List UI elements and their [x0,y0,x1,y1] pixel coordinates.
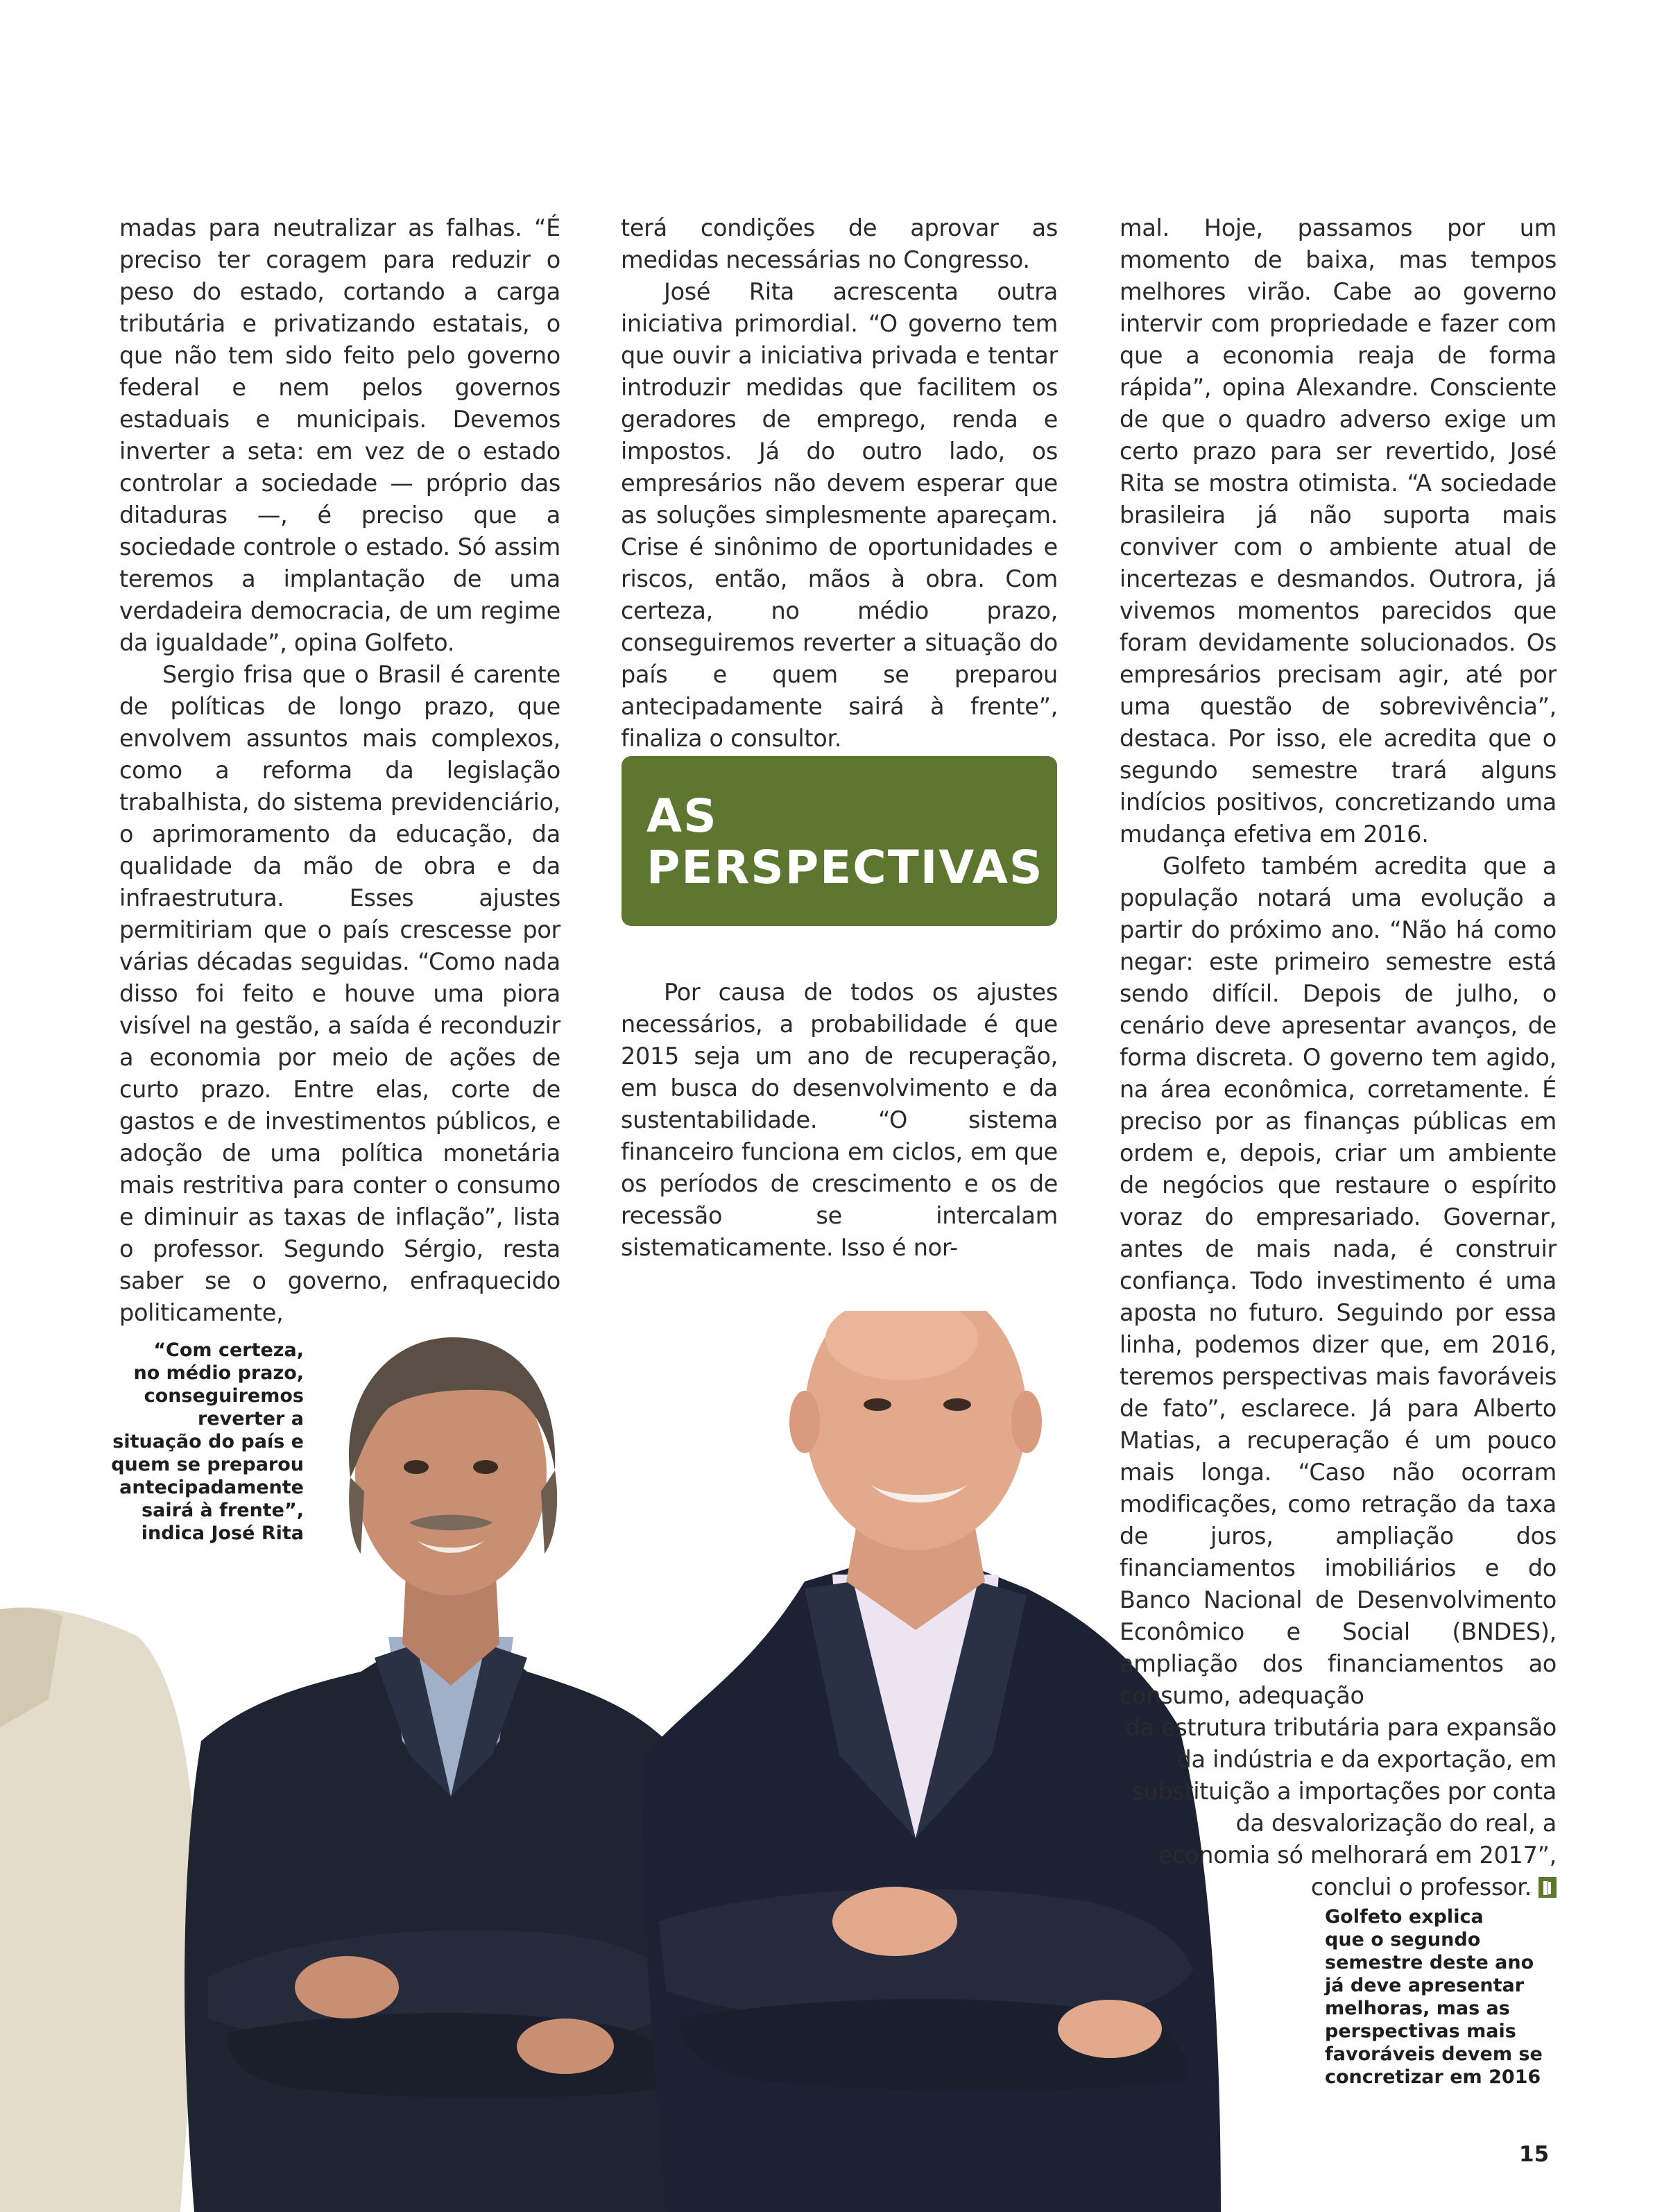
section-headline-box [622,756,1057,926]
article-column-middle-bottom [621,977,1058,1264]
photo-caption-jose-rita: “Com certeza, no médio prazo, conseguiremos reverter a situação do país e quem se preparou antecipadamente sairá à frente”, indica José Rita [111,1339,304,1544]
paragraph: Golfeto também acredita que a população notará uma evolução a partir do próximo ano. “Não há como negar: este primeiro semestre está sendo difícil. Depois de julho, o cenário deve apresentar avanços, de forma discreta. O governo tem agido, na área econômica, corretamente. É preciso por as finanças públicas em ordem e, depois, criar um ambiente de negócios que restaure o espírito voraz do empresariado. Governar, antes de mais nada, é construir confiança. Todo investimento é uma aposta no futuro. Seguindo por essa linha, podemos dizer que, em 2016, teremos perspectivas mais favoráveis de fato”, esclarece. Já para Alberto Matias, a recuperação é um pouco mais longa. “Caso não ocorram modificações, como retração da taxa de juros, ampliação dos financiamentos imobiliários e do Banco Nacional de Desenvolvimento Econômico e Social (BNDES), ampliação dos financiamentos ao consumo, adequação [1120,852,1557,1709]
paragraph: Por causa de todos os ajustes necessários, a probabilidade é que 2015 seja um ano de recuperação, em busca do desenvolvimento e da sustentabilidade. “O sistema financeiro funciona em ciclos, em que os períodos de crescimento e os de recessão se intercalam sistematicamente. Isso é nor- [621,979,1058,1261]
page-number: 15 [1519,2142,1550,2167]
paragraph: José Rita acrescenta outra iniciativa primordial. “O governo tem que ouvir a iniciativa privada e tentar introduzir medidas que facilitem os geradores de emprego, renda e impostos. Já do outro lado, os empresários não devem esperar que as soluções simplesmente apareçam. Crise é sinônimo de oportunidades e riscos, então, mãos à obra. Com certeza, no médio prazo, conseguiremos reverter a situação do país e quem se preparou antecipadamente sairá à frente”, finaliza o consultor. [621,278,1058,752]
magazine-logo-icon [1538,1877,1557,1898]
article-column-left [119,212,560,1329]
paragraph: mal. Hoje, passamos por um momento de baixa, mas tempos melhores virão. Cabe ao governo intervir com propriedade e fazer com que a economia reaja de forma rápida”, opina Alexandre. Consciente de que o quadro adverso exige um certo prazo para ser revertido, José Rita se mostra otimista. “A sociedade brasileira já não suporta mais conviver com o ambiente atual de incertezas e desmandos. Outrora, já vivemos momentos parecidos que foram devidamente solucionados. Os empresários precisam agir, até por uma questão de sobrevivência”, destaca. Por isso, ele acredita que o segundo semestre trará alguns indícios positivos, concretizando uma mudança efetiva em 2016. [1120,214,1557,848]
section-headline: AS PERSPECTIVAS [646,789,1044,894]
partial-person-left [0,1607,196,2212]
paragraph: Sergio frisa que o Brasil é carente de políticas de longo prazo, que envolvem assuntos mais complexos, como a reforma da legislação trabalhista, do sistema previdenciário, o aprimoramento da educação, da qualidade da mão de obra e da infraestrutura. Esses ajustes permitiriam que o país crescesse por várias décadas seguidas. “Como nada disso foi feito e houve uma piora visível na gestão, a saída é reconduzir a economia por meio de ações de curto prazo. Entre elas, corte de gastos e de investimentos públicos, e adoção de uma política monetária mais restritiva para conter o consumo e diminuir as taxas de inflação”, lista o professor. Segundo Sérgio, resta saber se o governo, enfraquecido politicamente, [119,661,560,1326]
paragraph: terá condições de aprovar as medidas necessárias no Congresso. [621,214,1058,273]
article-column-right [1120,212,1557,1903]
paragraph-end-text: da estrutura tributária para expansão da indústria e da exportação, em substituição a importações por conta da desvalorização do real, a economia só melhorará em 2017”, conclui o professor. [1125,1714,1557,1901]
photo-caption-golfeto: Golfeto explica que o segundo semestre deste ano já deve apresentar melhoras, mas as perspectivas mais favoráveis devem se concretizar em 2016 [1325,1906,1543,2088]
article-column-middle-top [621,212,1058,755]
paragraph-end [1120,1712,1557,1903]
paragraph: madas para neutralizar as falhas. “É preciso ter coragem para reduzir o peso do estado, cortando a carga tributária e privatizando estatais, o que não tem sido feito pelo governo federal e nem pelos governos estaduais e municipais. Devemos inverter a seta: em vez de o estado controlar a sociedade — próprio das ditaduras —, é preciso que a sociedade controle o estado. Só assim teremos a implantação de uma verdadeira democracia, de um regime da igualdade”, opina Golfeto. [119,214,560,656]
